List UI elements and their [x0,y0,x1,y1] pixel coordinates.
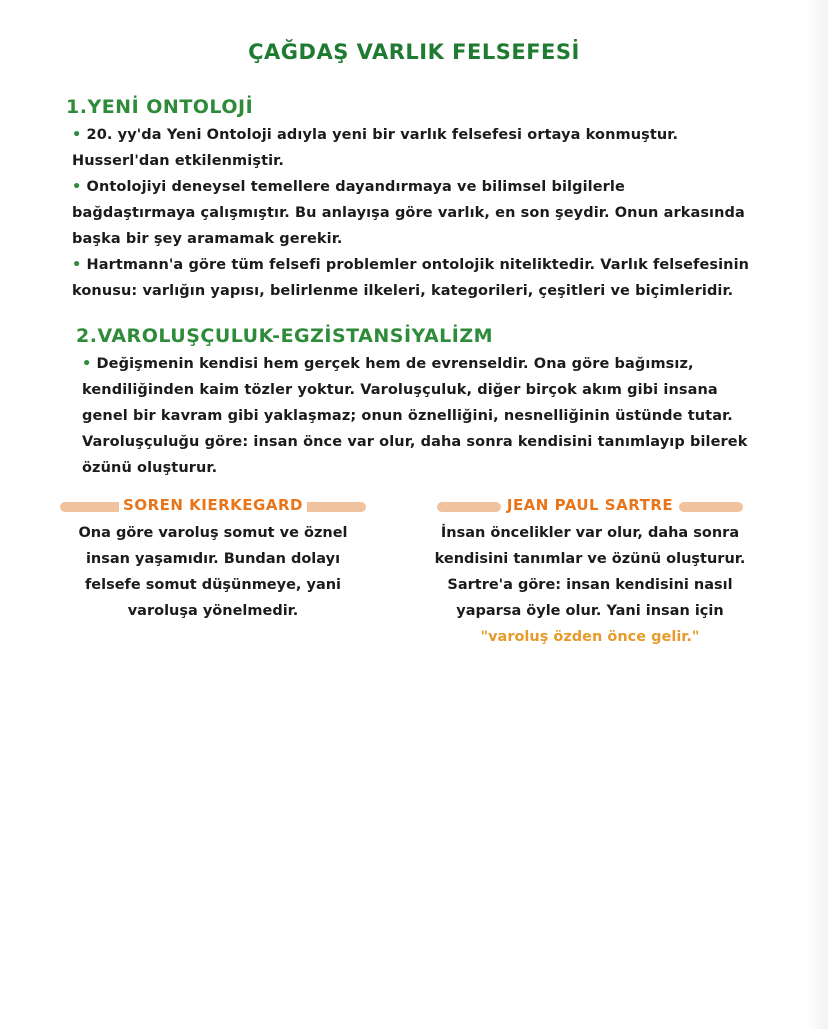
page-edge-shade [804,0,828,1029]
philosopher-kierkegaard [48,492,378,624]
section-heading-varoluscululuk: 2.VAROLUŞÇULUK-EGZİSTANSİYALİZM [76,325,494,347]
text-line: özünü oluşturur. [82,460,218,476]
bullet-dot-icon: • [72,179,87,195]
philosopher-sartre [425,492,755,650]
section-heading-yeni-ontoloji: 1.YENİ ONTOLOJİ [66,96,254,118]
quote-line: "varoluş özden önce gelir." [480,629,700,645]
highlight-bar [437,502,501,512]
philosopher-name: SOREN KIERKEGARD [119,492,307,518]
text-line: Sartre'a göre: insan kendisini nasıl [447,577,733,593]
text-line: • Değişmenin kendisi hem gerçek hem de evrenseldir. Ona göre bağımsız, [82,356,694,372]
bullet-dot-icon: • [72,127,87,143]
text-line: Ona göre varoluş somut ve öznel [78,525,348,541]
text-line: kendisini tanımlar ve özünü oluşturur. [434,551,746,567]
highlight-bar [60,502,124,512]
text-line: • Ontolojiyi deneysel temellere dayandırmaya ve bilimsel bilgilerle [72,179,625,195]
page-title: ÇAĞDAŞ VARLIK FELSEFESİ [248,40,580,64]
bullet-dot-icon: • [72,257,87,273]
section-yeni-ontoloji-text [72,122,792,304]
philosopher-name: JEAN PAUL SARTRE [503,492,677,518]
philosopher-description [425,520,755,650]
text-line: felsefe somut düşünmeye, yani [84,577,342,593]
text-line: • Hartmann'a göre tüm felsefi problemler ontolojik niteliktedir. Varlık felsefesinin [72,257,750,273]
text-line: varoluşa yönelmedir. [127,603,299,619]
philosopher-header [425,492,755,518]
text-line: Varoluşçuluğu göre: insan önce var olur, daha sonra kendisini tanımlayıp bilerek [82,434,748,450]
text-line: bağdaştırmaya çalışmıştır. Bu anlayışa göre varlık, en son şeydir. Onun arkasında [72,205,745,221]
text-line: konusu: varlığın yapısı, belirlenme ilkeleri, kategorileri, çeşitleri ve biçimleridir. [72,283,734,299]
section-varoluscululuk-text [82,351,782,481]
text-line: kendiliğinden kaim tözler yoktur. Varoluşçuluk, diğer birçok akım gibi insana [82,382,718,398]
text-line: insan yaşamıdır. Bundan dolayı [85,551,341,567]
philosopher-description [48,520,378,624]
text-line: yaparsa öyle olur. Yani insan için [456,603,724,619]
bullet-dot-icon: • [82,356,97,372]
philosopher-header [48,492,378,518]
highlight-bar [679,502,743,512]
text-line: • 20. yy'da Yeni Ontoloji adıyla yeni bir varlık felsefesi ortaya konmuştur. [72,127,679,143]
highlight-bar [302,502,366,512]
text-line: Husserl'dan etkilenmiştir. [72,153,284,169]
text-line: İnsan öncelikler var olur, daha sonra [440,525,740,541]
text-line: genel bir kavram gibi yaklaşmaz; onun öznelliğini, nesnelliğinin üstünde tutar. [82,408,733,424]
text-line: başka bir şey aramamak gerekir. [72,231,343,247]
